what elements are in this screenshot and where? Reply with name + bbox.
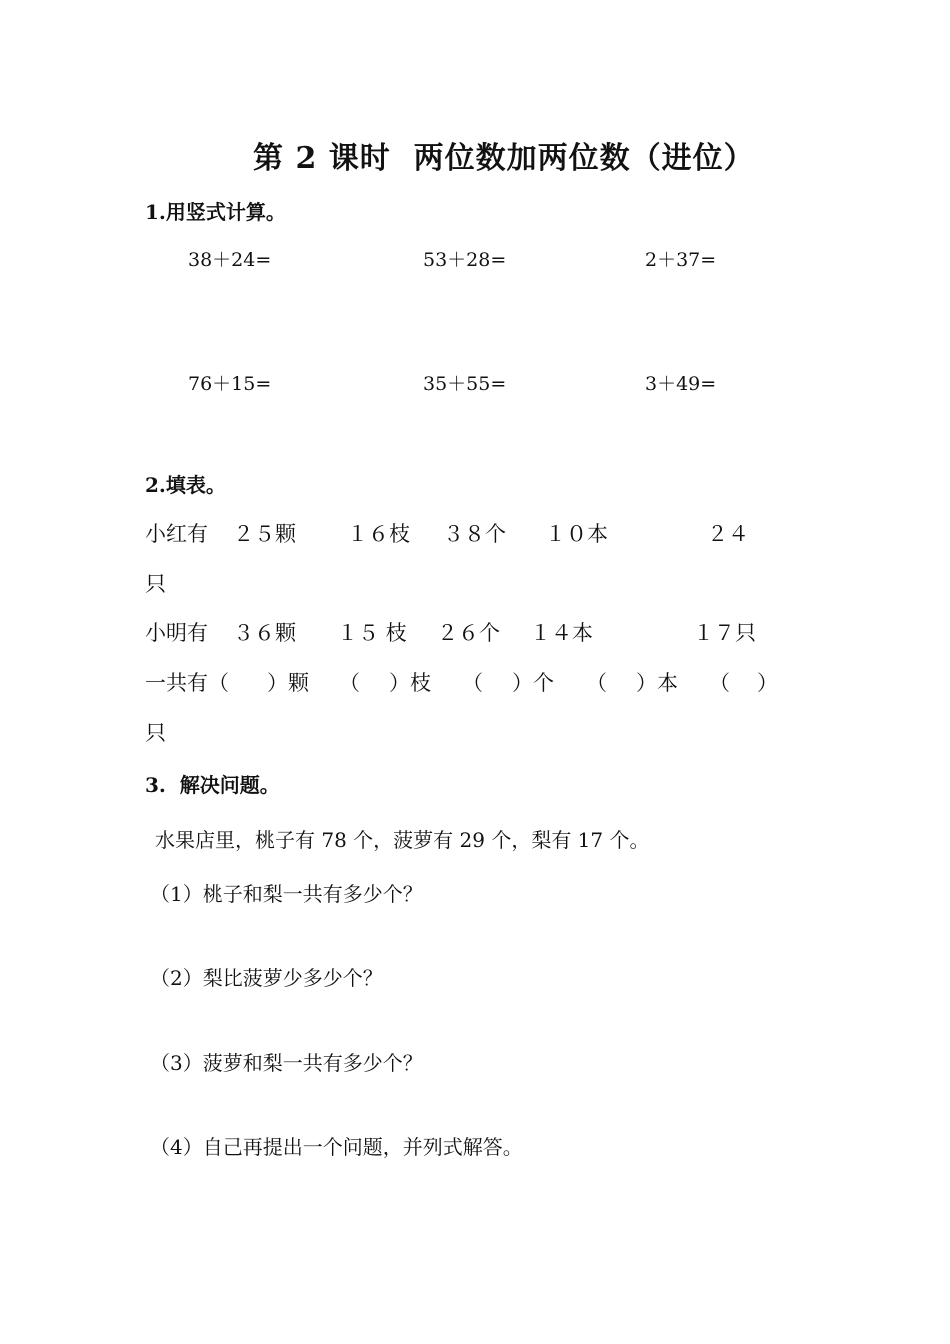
blank-cell: ）枝 <box>389 671 431 695</box>
equation-6: 3＋49= <box>645 373 717 395</box>
table-cell: ２６个 <box>437 621 500 645</box>
question-1: （1）桃子和梨一共有多少个？ <box>150 882 423 906</box>
row-label-xiaohong: 小红有 <box>145 522 208 546</box>
equation-5: 35＋55= <box>423 373 507 395</box>
row-label-total: 一共有（ <box>145 671 229 695</box>
blank-cell: （ <box>586 671 607 695</box>
question-4: （4）自己再提出一个问题，并列式解答。 <box>150 1135 523 1159</box>
section-1-heading: 1.用竖式计算。 <box>145 200 286 224</box>
equation-2: 53＋28= <box>423 249 507 271</box>
blank-cell: ）颗 <box>267 671 309 695</box>
equation-4: 76＋15= <box>188 373 272 395</box>
row-label-xiaoming: 小明有 <box>145 621 208 645</box>
table-cell-wrap: 只 <box>145 572 166 596</box>
table-cell: ３８个 <box>443 522 506 546</box>
blank-cell: ） <box>757 671 778 695</box>
blank-cell: ）个 <box>512 671 554 695</box>
table-cell: １４本 <box>530 621 593 645</box>
table-cell: １０本 <box>545 522 608 546</box>
blank-cell: ）本 <box>636 671 678 695</box>
table-cell: ２５颗 <box>233 522 296 546</box>
equation-1: 38＋24= <box>188 249 272 271</box>
section-3-heading: 3. 解决问题。 <box>145 773 280 797</box>
section-2-heading: 2.填表。 <box>145 473 226 497</box>
table-cell: ３６颗 <box>233 621 296 645</box>
page-title: 第 2 课时 两位数加两位数（进位） <box>253 141 755 176</box>
blank-cell: （ <box>709 671 730 695</box>
problem-intro: 水果店里，桃子有 78 个，菠萝有 29 个，梨有 17 个。 <box>155 828 650 852</box>
table-cell: １５ 枝 <box>337 621 407 645</box>
question-2: （2）梨比菠萝少多少个？ <box>150 966 383 990</box>
table-cell: １６枝 <box>347 522 410 546</box>
blank-cell: （ <box>339 671 360 695</box>
table-cell: １７只 <box>693 621 756 645</box>
question-3: （3）菠萝和梨一共有多少个？ <box>150 1051 423 1075</box>
table-cell-wrap: 只 <box>145 721 166 745</box>
table-cell: ２４ <box>707 522 749 546</box>
equation-3: 2＋37= <box>645 249 717 271</box>
blank-cell: （ <box>462 671 483 695</box>
